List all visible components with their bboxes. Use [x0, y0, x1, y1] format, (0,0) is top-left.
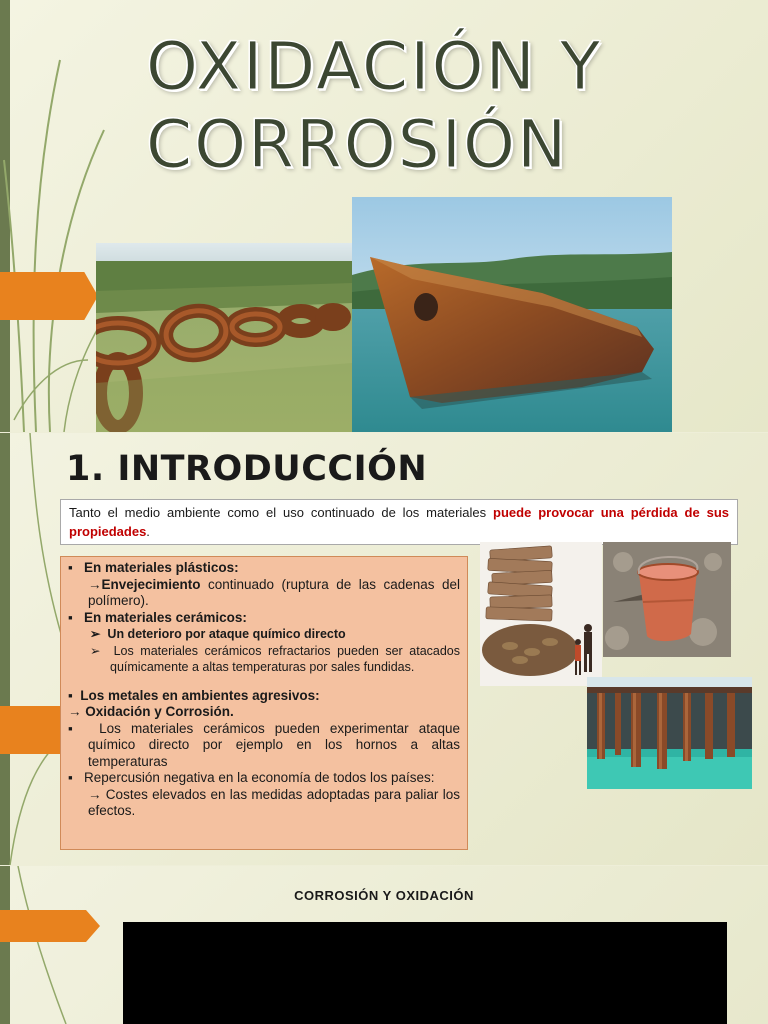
content-box [60, 556, 468, 850]
square-bullet-icon: ▪ [68, 560, 85, 575]
bullet-plastics: En materiales plásticos: [84, 560, 239, 575]
square-bullet-icon: ▪ [68, 770, 85, 785]
slide-tab-marker [0, 706, 62, 754]
pier-image [587, 677, 752, 789]
intro-highlight: puede provocar una pérdida de sus propiedades [69, 505, 729, 539]
metals-arrow: → Oxidación y Corrosión. [68, 704, 234, 719]
slide-title [146, 28, 602, 184]
title-line-1: OXIDACIÓN Y [146, 28, 603, 105]
intro-end: . [146, 524, 150, 539]
title-line-2: CORROSIÓN [146, 106, 569, 183]
slide-3-title: CORROSIÓN Y OXIDACIÓN [294, 888, 474, 903]
intro-textbox [60, 499, 738, 545]
bullet-economy: Repercusión negativa en la economía de todos los países: [84, 770, 435, 785]
arrow-icon: → [88, 576, 102, 592]
bold-aging: Envejecimiento [101, 576, 201, 592]
bucket-image [603, 542, 731, 657]
slide-1 [0, 0, 768, 432]
slide-tab-marker [0, 272, 98, 320]
bullet-ceramic-attack: Los materiales cerámicos pueden experimentar ataque químico directo por ejemplo en los hornos a altas temperaturas [88, 720, 460, 769]
economy-arrow: → Costes elevados en las medidas adoptadas para paliar los efectos. [88, 786, 460, 818]
slide-2 [0, 433, 768, 865]
aging-description: continuado (ruptura de las cadenas del polímero). [88, 576, 460, 608]
video-frame[interactable] [123, 922, 727, 1024]
shipwreck-image [352, 197, 672, 432]
square-bullet-icon: ▪ [68, 720, 100, 736]
square-bullet-icon: ▪ [68, 609, 85, 625]
arrowhead-icon: ➢ [90, 643, 114, 658]
bullet-metals: Los metales en ambientes agresivos: [80, 687, 320, 703]
slide-tab-marker [0, 910, 100, 942]
square-bullet-icon: ▪ [68, 687, 81, 703]
intro-text: Tanto el medio ambiente como el uso continuado de los materiales [69, 505, 494, 520]
section-heading: 1. INTRODUCCIÓN [66, 449, 428, 489]
arrowhead-icon: ➢ [90, 627, 108, 641]
slide-3 [0, 866, 768, 1024]
ceramics-item-1: Un deterioro por ataque químico directo [107, 627, 346, 641]
coins-image [480, 542, 602, 686]
bullet-ceramics: En materiales cerámicos: [84, 609, 247, 625]
chain-image [96, 243, 352, 432]
ceramics-item-2: Los materiales cerámicos refractarios pueden ser atacados químicamente a altas temperaturas por sales fundidas. [110, 643, 461, 674]
